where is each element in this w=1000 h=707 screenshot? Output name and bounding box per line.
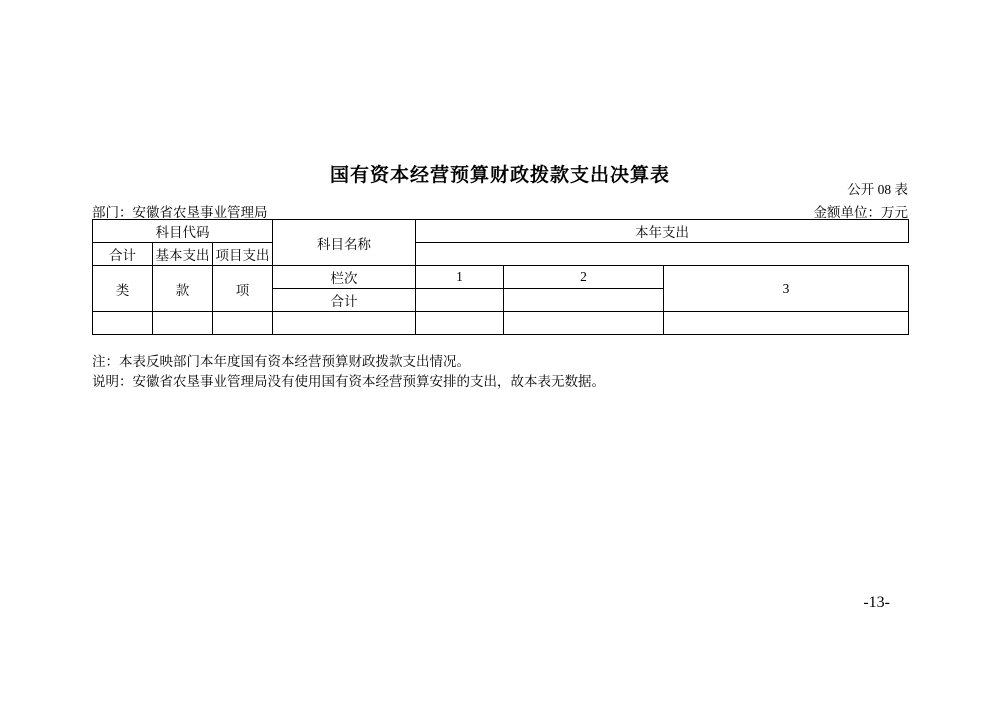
header-total: 合计 <box>93 243 153 266</box>
cell-project-expenditure <box>664 312 909 335</box>
total-row-value-2 <box>504 289 664 312</box>
total-row-value-1 <box>416 289 504 312</box>
total-row-label: 合计 <box>273 289 416 312</box>
header-project-expenditure: 项目支出 <box>213 243 273 266</box>
cell-item <box>213 312 273 335</box>
table-row <box>93 312 909 335</box>
column-index-1: 1 <box>416 266 504 289</box>
cell-class <box>93 312 153 335</box>
header-current-year-expenditure: 本年支出 <box>416 220 909 243</box>
amount-unit-line: 金额单位：万元 <box>813 205 908 220</box>
cell-basic-expenditure <box>504 312 664 335</box>
column-index-label: 栏次 <box>273 266 416 289</box>
table-header-row-2 <box>93 243 909 266</box>
column-index-2: 2 <box>504 266 664 289</box>
header-class: 类 <box>93 266 153 312</box>
column-index-3: 3 <box>664 266 909 312</box>
department-line: 部门：安徽省农垦事业管理局 <box>92 205 268 220</box>
header-item: 项 <box>213 266 273 312</box>
header-subject-name: 科目名称 <box>273 220 416 266</box>
cell-total <box>416 312 504 335</box>
cell-subject-name <box>273 312 416 335</box>
note-line-1: 注：本表反映部门本年度国有资本经营预算财政拨款支出情况。 <box>92 354 470 369</box>
note-line-2: 说明：安徽省农垦事业管理局没有使用国有资本经营预算安排的支出，故本表无数据。 <box>92 374 605 389</box>
header-section: 款 <box>153 266 213 312</box>
page-title: 国有资本经营预算财政拨款支出决算表 <box>329 165 670 186</box>
table-header-row-3 <box>93 266 909 289</box>
page-number: -13- <box>863 594 890 611</box>
header-basic-expenditure: 基本支出 <box>153 243 213 266</box>
header-subject-code: 科目代码 <box>93 220 273 243</box>
form-number: 公开 08 表 <box>847 182 908 197</box>
table-header-row-1 <box>93 220 909 243</box>
cell-section <box>153 312 213 335</box>
budget-table <box>92 219 909 335</box>
